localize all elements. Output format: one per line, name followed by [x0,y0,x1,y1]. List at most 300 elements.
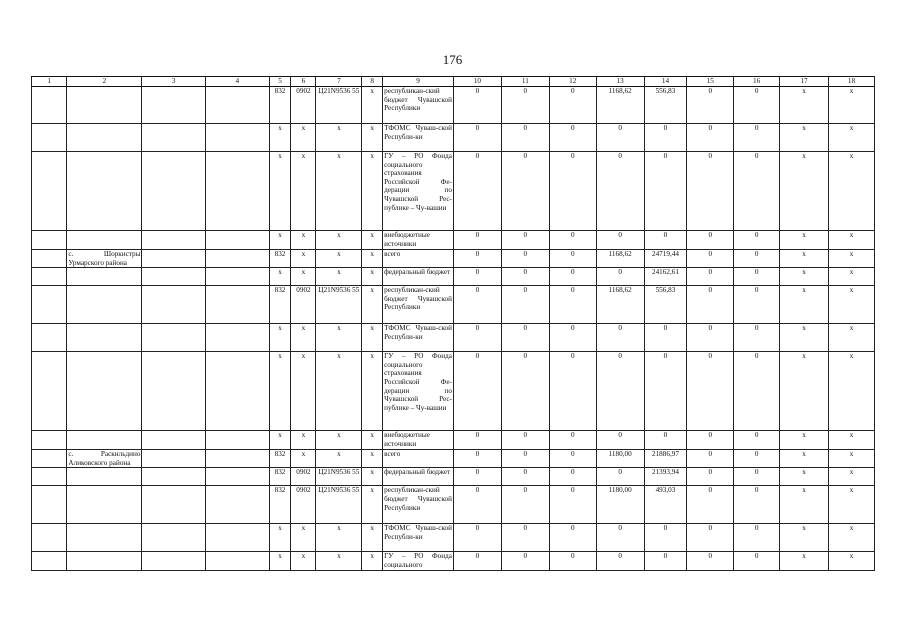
value-cell-col-18: х [829,552,875,570]
object-name-cell [67,324,142,352]
value-cell-col-14: 556,83 [644,286,687,324]
value-cell-col-10: 0 [453,87,501,124]
empty-cell [32,231,67,250]
table-body [32,87,875,571]
value-cell-col-15: 0 [687,431,734,450]
table-row [32,268,875,286]
value-cell-col-15: 0 [687,231,734,250]
value-cell-col-11: 0 [501,324,549,352]
value-cell-col-17: х [780,152,829,231]
empty-cell [206,231,270,250]
column-number-13: 13 [596,77,644,87]
value-cell-col-7: х [316,250,362,268]
empty-cell [206,486,270,524]
value-cell-col-12: 0 [549,486,596,524]
empty-cell [142,152,206,231]
value-cell-col-11: 0 [501,286,549,324]
value-cell-col-18: х [829,352,875,431]
value-cell-col-18: х [829,524,875,552]
value-cell-col-18: х [829,431,875,450]
empty-cell [142,324,206,352]
funding-source-cell: всего [383,250,454,268]
empty-cell [32,486,67,524]
value-cell-col-16: 0 [734,524,780,552]
value-cell-col-16: 0 [734,124,780,152]
funding-source-cell: республикан-ский бюджет Чувашской Республики [383,87,454,124]
value-cell-col-13: 0 [596,124,644,152]
value-cell-col-16: 0 [734,231,780,250]
funding-source-cell: федеральный бюджет [383,468,454,486]
value-cell-col-6: 0902 [291,286,316,324]
column-number-row [32,77,875,87]
value-cell-col-18: х [829,324,875,352]
value-cell-col-7: х [316,431,362,450]
table-row [32,324,875,352]
value-cell-col-13: 0 [596,152,644,231]
value-cell-col-5: х [269,152,291,231]
value-cell-col-15: 0 [687,268,734,286]
object-name-cell [67,286,142,324]
value-cell-col-7: х [316,524,362,552]
value-cell-col-15: 0 [687,324,734,352]
value-cell-col-12: 0 [549,324,596,352]
value-cell-col-18: х [829,450,875,468]
empty-cell [32,524,67,552]
value-cell-col-16: 0 [734,431,780,450]
value-cell-col-16: 0 [734,87,780,124]
table-row [32,450,875,468]
value-cell-col-8: х [362,286,383,324]
object-name-cell [67,231,142,250]
column-number-10: 10 [453,77,501,87]
table-row [32,352,875,431]
value-cell-col-12: 0 [549,268,596,286]
value-cell-col-8: х [362,324,383,352]
value-cell-col-17: х [780,450,829,468]
value-cell-col-18: х [829,124,875,152]
value-cell-col-14: 24162,61 [644,268,687,286]
value-cell-col-13: 1180,00 [596,486,644,524]
table-row [32,152,875,231]
value-cell-col-7: х [316,268,362,286]
value-cell-col-15: 0 [687,250,734,268]
value-cell-col-14: 21393,94 [644,468,687,486]
value-cell-col-10: 0 [453,268,501,286]
value-cell-col-8: х [362,152,383,231]
value-cell-col-18: х [829,268,875,286]
value-cell-col-14: 0 [644,431,687,450]
value-cell-col-18: х [829,468,875,486]
column-number-7: 7 [316,77,362,87]
empty-cell [32,552,67,570]
value-cell-col-6: х [291,524,316,552]
value-cell-col-5: х [269,268,291,286]
value-cell-col-14: 24719,44 [644,250,687,268]
value-cell-col-8: х [362,352,383,431]
empty-cell [32,450,67,468]
funding-source-cell: федеральный бюджет [383,268,454,286]
funding-source-cell: внебюджетные источники [383,431,454,450]
funding-source-cell: ТФОМС Чуваш-ской Республи-ки [383,124,454,152]
value-cell-col-6: х [291,124,316,152]
table-row [32,124,875,152]
column-number-17: 17 [780,77,829,87]
value-cell-col-16: 0 [734,450,780,468]
funding-source-cell: ГУ – РО Фонда социального страхования Российской Фе-дерации по Чувашской Рес-публике – Чу-вашии [383,152,454,231]
value-cell-col-12: 0 [549,450,596,468]
value-cell-col-5: 832 [269,468,291,486]
value-cell-col-13: 1168,62 [596,250,644,268]
funding-source-cell: всего [383,450,454,468]
value-cell-col-13: 0 [596,468,644,486]
empty-cell [206,286,270,324]
value-cell-col-14: 556,83 [644,87,687,124]
value-cell-col-8: х [362,431,383,450]
value-cell-col-5: х [269,352,291,431]
empty-cell [206,87,270,124]
budget-table [31,76,875,571]
value-cell-col-11: 0 [501,450,549,468]
value-cell-col-17: х [780,124,829,152]
value-cell-col-14: 0 [644,152,687,231]
empty-cell [32,431,67,450]
funding-source-cell: республикан-ский бюджет Чувашской Республики [383,486,454,524]
value-cell-col-8: х [362,268,383,286]
object-name-cell [67,431,142,450]
value-cell-col-14: 0 [644,231,687,250]
value-cell-col-8: х [362,468,383,486]
value-cell-col-12: 0 [549,468,596,486]
value-cell-col-8: х [362,552,383,570]
empty-cell [206,250,270,268]
empty-cell [206,552,270,570]
value-cell-col-14: 0 [644,324,687,352]
funding-source-cell: республикан-ский бюджет Чувашской Республики [383,286,454,324]
value-cell-col-17: х [780,268,829,286]
column-number-5: 5 [269,77,291,87]
value-cell-col-5: 832 [269,250,291,268]
value-cell-col-17: х [780,231,829,250]
value-cell-col-15: 0 [687,352,734,431]
value-cell-col-12: 0 [549,87,596,124]
value-cell-col-11: 0 [501,124,549,152]
empty-cell [142,352,206,431]
value-cell-col-11: 0 [501,468,549,486]
value-cell-col-13: 0 [596,552,644,570]
value-cell-col-18: х [829,152,875,231]
value-cell-col-7: х [316,552,362,570]
empty-cell [32,250,67,268]
empty-cell [142,552,206,570]
value-cell-col-7: Ц21N9536 55 [316,87,362,124]
value-cell-col-5: х [269,124,291,152]
table-row [32,431,875,450]
value-cell-col-11: 0 [501,152,549,231]
value-cell-col-7: х [316,324,362,352]
value-cell-col-5: 832 [269,450,291,468]
table-row [32,468,875,486]
value-cell-col-18: х [829,486,875,524]
value-cell-col-5: х [269,324,291,352]
value-cell-col-14: 493,03 [644,486,687,524]
value-cell-col-16: 0 [734,486,780,524]
value-cell-col-16: 0 [734,250,780,268]
page-number: 176 [442,52,463,67]
column-number-18: 18 [829,77,875,87]
value-cell-col-12: 0 [549,431,596,450]
value-cell-col-17: х [780,324,829,352]
column-number-14: 14 [644,77,687,87]
value-cell-col-10: 0 [453,152,501,231]
value-cell-col-6: 0902 [291,486,316,524]
table-row [32,250,875,268]
value-cell-col-14: 0 [644,524,687,552]
value-cell-col-7: Ц21N9536 55 [316,468,362,486]
column-number-16: 16 [734,77,780,87]
value-cell-col-15: 0 [687,124,734,152]
empty-cell [32,468,67,486]
value-cell-col-10: 0 [453,552,501,570]
object-name-cell [67,468,142,486]
value-cell-col-18: х [829,87,875,124]
value-cell-col-8: х [362,486,383,524]
value-cell-col-15: 0 [687,286,734,324]
value-cell-col-6: 0902 [291,87,316,124]
table-row [32,286,875,324]
column-number-1: 1 [32,77,67,87]
empty-cell [142,450,206,468]
value-cell-col-13: 0 [596,231,644,250]
value-cell-col-6: х [291,152,316,231]
empty-cell [32,286,67,324]
value-cell-col-10: 0 [453,324,501,352]
object-name-cell [67,524,142,552]
value-cell-col-12: 0 [549,552,596,570]
value-cell-col-7: Ц21N9536 55 [316,486,362,524]
column-number-8: 8 [362,77,383,87]
value-cell-col-12: 0 [549,124,596,152]
column-number-15: 15 [687,77,734,87]
value-cell-col-5: 832 [269,286,291,324]
value-cell-col-12: 0 [549,286,596,324]
empty-cell [206,324,270,352]
value-cell-col-6: х [291,352,316,431]
empty-cell [142,124,206,152]
value-cell-col-11: 0 [501,431,549,450]
value-cell-col-10: 0 [453,486,501,524]
value-cell-col-17: х [780,468,829,486]
value-cell-col-7: х [316,124,362,152]
value-cell-col-5: х [269,524,291,552]
value-cell-col-17: х [780,352,829,431]
column-number-3: 3 [142,77,206,87]
value-cell-col-17: х [780,486,829,524]
empty-cell [206,431,270,450]
table-row [32,231,875,250]
value-cell-col-8: х [362,124,383,152]
value-cell-col-7: х [316,231,362,250]
empty-cell [142,431,206,450]
empty-cell [206,468,270,486]
empty-cell [206,524,270,552]
value-cell-col-13: 0 [596,431,644,450]
value-cell-col-6: х [291,268,316,286]
value-cell-col-13: 1168,62 [596,87,644,124]
object-name-cell [67,87,142,124]
value-cell-col-16: 0 [734,468,780,486]
empty-cell [206,268,270,286]
table-row [32,552,875,570]
value-cell-col-11: 0 [501,524,549,552]
value-cell-col-11: 0 [501,486,549,524]
value-cell-col-10: 0 [453,231,501,250]
value-cell-col-18: х [829,231,875,250]
value-cell-col-13: 1168,62 [596,286,644,324]
object-name-cell: с. Раскильдино Аликовского района [68,450,141,467]
empty-cell [142,250,206,268]
value-cell-col-15: 0 [687,486,734,524]
value-cell-col-10: 0 [453,124,501,152]
value-cell-col-16: 0 [734,324,780,352]
value-cell-col-16: 0 [734,152,780,231]
value-cell-col-12: 0 [549,231,596,250]
value-cell-col-10: 0 [453,450,501,468]
table-row [32,486,875,524]
object-name-cell [67,152,142,231]
value-cell-col-13: 0 [596,524,644,552]
value-cell-col-5: х [269,231,291,250]
empty-cell [32,352,67,431]
value-cell-col-14: 0 [644,552,687,570]
value-cell-col-10: 0 [453,250,501,268]
value-cell-col-15: 0 [687,552,734,570]
value-cell-col-11: 0 [501,552,549,570]
empty-cell [206,152,270,231]
value-cell-col-10: 0 [453,286,501,324]
value-cell-col-10: 0 [453,431,501,450]
empty-cell [32,87,67,124]
value-cell-col-18: х [829,250,875,268]
value-cell-col-11: 0 [501,87,549,124]
value-cell-col-8: х [362,524,383,552]
empty-cell [206,124,270,152]
value-cell-col-17: х [780,524,829,552]
object-name-cell: с. Шоркистры Урмарского района [68,250,141,267]
funding-source-cell: ТФОМС Чуваш-ской Республи-ки [383,324,454,352]
value-cell-col-13: 0 [596,268,644,286]
value-cell-col-10: 0 [453,352,501,431]
value-cell-col-11: 0 [501,268,549,286]
value-cell-col-14: 0 [644,352,687,431]
column-number-2: 2 [67,77,142,87]
empty-cell [142,486,206,524]
value-cell-col-12: 0 [549,352,596,431]
value-cell-col-15: 0 [687,524,734,552]
value-cell-col-7: х [316,352,362,431]
funding-source-cell: внебюджетные источники [383,231,454,250]
value-cell-col-8: х [362,87,383,124]
value-cell-col-7: Ц21N9536 55 [316,286,362,324]
value-cell-col-5: 832 [269,486,291,524]
value-cell-col-7: х [316,450,362,468]
value-cell-col-17: х [780,87,829,124]
table-row [32,87,875,124]
value-cell-col-16: 0 [734,352,780,431]
column-number-9: 9 [383,77,454,87]
column-number-4: 4 [206,77,270,87]
value-cell-col-16: 0 [734,268,780,286]
value-cell-col-6: х [291,450,316,468]
funding-source-cell: ГУ – РО Фонда социального страхования Российской Фе-дерации по Чувашской Рес-публике – Чу-вашии [383,352,454,431]
value-cell-col-5: х [269,431,291,450]
value-cell-col-11: 0 [501,250,549,268]
value-cell-col-11: 0 [501,231,549,250]
object-name-cell [67,552,142,570]
empty-cell [142,468,206,486]
value-cell-col-6: х [291,552,316,570]
value-cell-col-6: х [291,231,316,250]
column-number-6: 6 [291,77,316,87]
value-cell-col-12: 0 [549,524,596,552]
empty-cell [142,268,206,286]
value-cell-col-8: х [362,450,383,468]
value-cell-col-16: 0 [734,286,780,324]
funding-source-cell: ГУ – РО Фонда социального [384,552,452,569]
value-cell-col-15: 0 [687,152,734,231]
empty-cell [32,124,67,152]
value-cell-col-17: х [780,431,829,450]
empty-cell [206,450,270,468]
value-cell-col-13: 0 [596,324,644,352]
object-name-cell [67,352,142,431]
empty-cell [32,324,67,352]
empty-cell [142,286,206,324]
value-cell-col-6: х [291,250,316,268]
value-cell-col-14: 21886,97 [644,450,687,468]
value-cell-col-17: х [780,286,829,324]
column-number-12: 12 [549,77,596,87]
value-cell-col-15: 0 [687,87,734,124]
value-cell-col-12: 0 [549,250,596,268]
empty-cell [206,352,270,431]
value-cell-col-6: 0902 [291,468,316,486]
empty-cell [142,524,206,552]
empty-cell [142,231,206,250]
value-cell-col-6: х [291,431,316,450]
value-cell-col-13: 1180,00 [596,450,644,468]
value-cell-col-5: х [269,552,291,570]
value-cell-col-17: х [780,552,829,570]
value-cell-col-10: 0 [453,468,501,486]
value-cell-col-7: х [316,152,362,231]
object-name-cell [67,486,142,524]
value-cell-col-14: 0 [644,124,687,152]
table-row [32,524,875,552]
value-cell-col-8: х [362,250,383,268]
empty-cell [32,152,67,231]
value-cell-col-11: 0 [501,352,549,431]
value-cell-col-18: х [829,286,875,324]
funding-source-cell: ТФОМС Чуваш-ской Республи-ки [383,524,454,552]
value-cell-col-12: 0 [549,152,596,231]
value-cell-col-6: х [291,324,316,352]
value-cell-col-10: 0 [453,524,501,552]
value-cell-col-15: 0 [687,450,734,468]
value-cell-col-13: 0 [596,352,644,431]
column-number-11: 11 [501,77,549,87]
value-cell-col-15: 0 [687,468,734,486]
object-name-cell [67,124,142,152]
